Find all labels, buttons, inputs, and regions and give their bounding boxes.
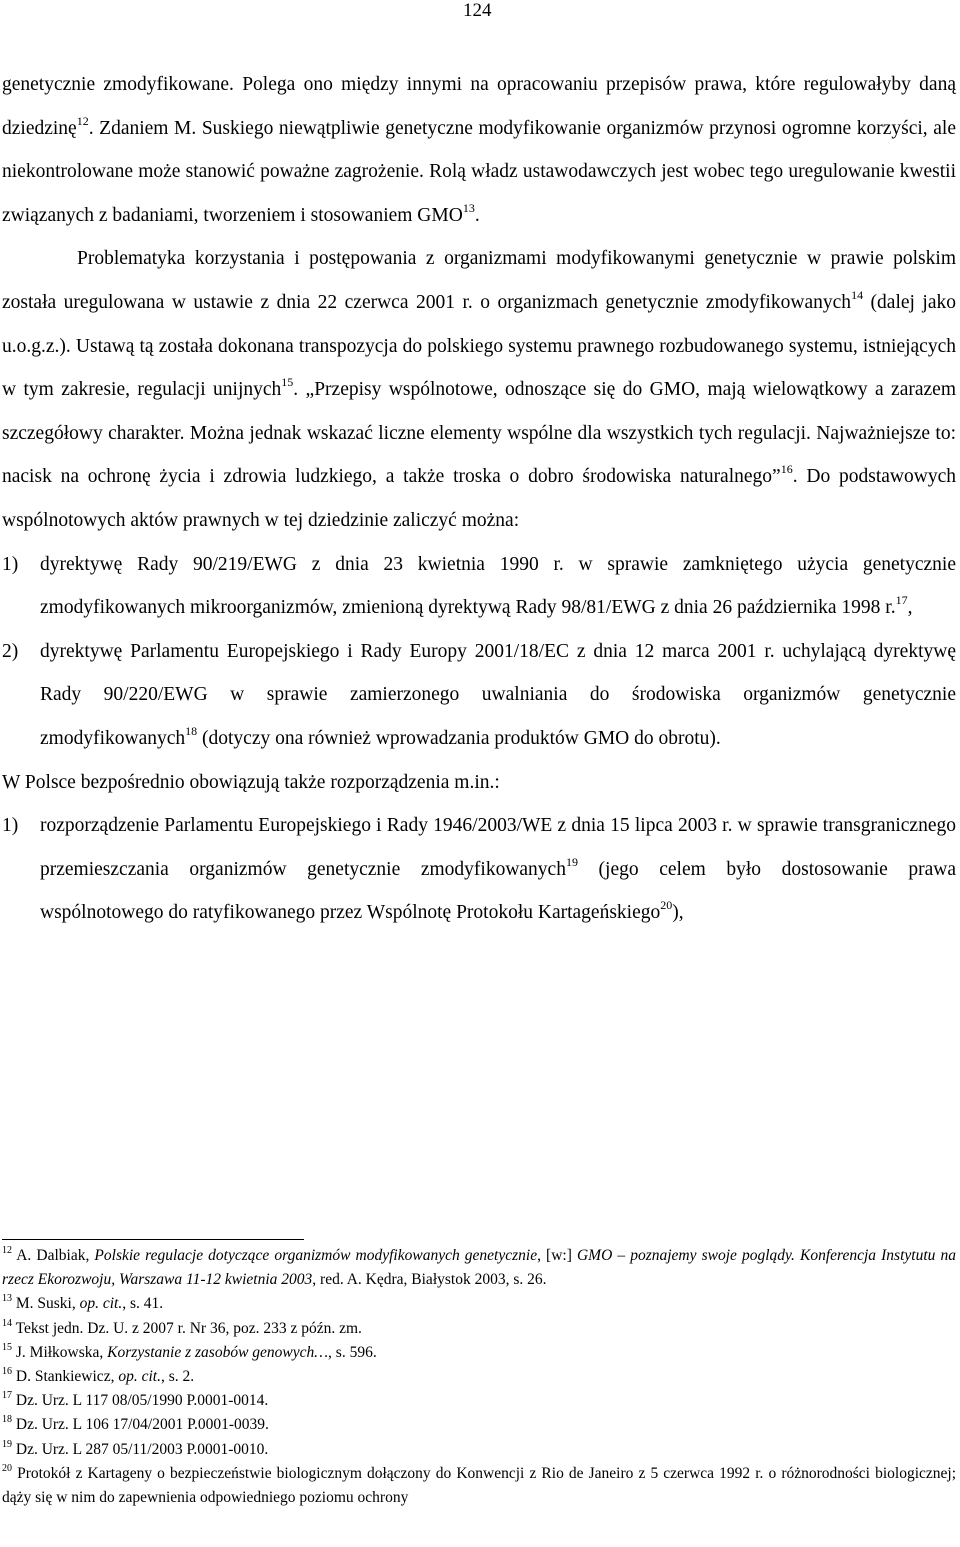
footnote-ref-15[interactable]: 15 [281, 375, 294, 390]
page-number: 124 [463, 0, 492, 21]
footnote-17: $^{17}$ Dz. Urz. L 117 08/05/1990 P.0001-0014. [2, 1390, 269, 1410]
footnote-ref-12[interactable]: 12 [76, 113, 89, 128]
footnote-18: $^{18}$ Dz. Urz. L 106 17/04/2001 P.0001-0039. [2, 1414, 269, 1434]
list-item: 2) dyrektywę Parlamentu Europejskiego i Rady Europy 2001/18/EC z dnia 12 marca 2001 r. uchylającą dyrektywę Rady 90/220/EWG w sprawie zamierzonego uwalniania do środowiska organizmów genetycznie zmodyfikowanych$^{18}$ (dotyczy ona również wprowadzania produktów GMO do obrotu). [2, 630, 956, 761]
list-number: 1) [2, 553, 19, 575]
footnote-divider [2, 1239, 304, 1240]
footnote-14: $^{14}$ Tekst jedn. Dz. U. z 2007 r. Nr 36, poz. 233 z późn. zm. [2, 1317, 362, 1337]
footnote-16: $^{16}$ D. Stankiewicz, op. cit., s. 2. [2, 1366, 195, 1386]
footnote-ref-14[interactable]: 14 [851, 287, 864, 302]
footnote-13: $^{13}$ M. Suski, op. cit., s. 41. [2, 1293, 164, 1313]
footnote-ref-13[interactable]: 13 [462, 200, 475, 215]
footnote-ref-20[interactable]: 20 [660, 898, 673, 913]
paragraph-3: W Polsce bezpośrednio obowiązują także rozporządzenia m.in.: [2, 771, 500, 793]
footnote-ref-19[interactable]: 19 [565, 854, 578, 869]
footnote-ref-17[interactable]: 17 [895, 593, 908, 608]
paragraph-1: genetycznie zmodyfikowane. Polega ono między innymi na opracowaniu przepisów prawa, które regulowałyby daną dziedzinę$^{12}$. Zdaniem M. Suskiego niewątpliwie genetyczne modyfikowanie organizmów przynosi ogromne korzyści, ale niekontrolowane może stanowić poważne zagrożenie. Rolą władz ustawodawczych jest wobec tego uregulowanie kwestii związanych z badaniami, tworzeniem i stosowaniem GMO$^{13}$. [2, 74, 956, 226]
footnotes [2, 1244, 956, 1510]
footnote-15: $^{15}$ J. Miłkowska, Korzystanie z zasobów genowych…, s. 596. [2, 1341, 377, 1361]
footnote-20: $^{20}$ Protokół z Kartageny o bezpieczeństwie biologicznym dołączony do Konwencji z Rio de Janeiro z 5 czerwca 1992 r. o różnorodności biologicznej; dąży się w nim do zapewnienia odpowiedniego poziomu ochrony [2, 1462, 956, 1507]
main-text [2, 63, 956, 935]
footnote-ref-18[interactable]: 18 [185, 723, 198, 738]
footnote-19: $^{19}$ Dz. Urz. L 287 05/11/2003 P.0001-0010. [2, 1438, 269, 1458]
footnote-12: $^{12}$ A. Dalbiak, Polskie regulacje dotyczące organizmów modyfikowanych genetycznie, [w:] GMO – poznajemy swoje poglądy. Konferencja Instytutu na rzecz Ekorozwoju, Warszawa 11-12 kwietnia 2003, red. A. Kędra, Białystok 2003, s. 26. [2, 1245, 956, 1289]
directives-list [2, 543, 956, 761]
paragraph-2: Problematyka korzystania i postępowania z organizmami modyfikowanymi genetycznie w prawie polskim została uregulowana w ustawie z dnia 22 czerwca 2001 r. o organizmach genetycznie zmodyfikowanych$^{14}$ (dalej jako u.o.g.z.). Ustawą tą została dokonana transpozycja do polskiego systemu prawnego rozbudowanego systemu, istniejących w tym zakresie, regulacji unijnych$^{15}$. „Przepisy wspólnotowe, odnoszące się do GMO, mają wielowątkowy a zarazem szczegółowy charakter. Można jednak wskazać liczne elementy wspólne dla wszystkich tych regulacji. Najważniejsze to: nacisk na ochronę życia i zdrowia ludzkiego, a także troska o dobro środowiska naturalnego”$^{16}$. Do podstawowych wspólnotowych aktów prawnych w tej dziedzinie zaliczyć można: [2, 248, 957, 531]
footnote-ref-16[interactable]: 16 [780, 462, 793, 477]
list-item: 1) dyrektywę Rady 90/219/EWG z dnia 23 kwietnia 1990 r. w sprawie zamkniętego użycia genetycznie zmodyfikowanych mikroorganizmów, zmienioną dyrektywą Rady 98/81/EWG z dnia 26 października 1998 r.$^{17}$, [2, 543, 956, 630]
list-item: 1) rozporządzenie Parlamentu Europejskiego i Rady 1946/2003/WE z dnia 15 lipca 2003 r. w sprawie transgranicznego przemieszczania organizmów genetycznie zmodyfikowanych$^{19}$ (jego celem było dostosowanie prawa wspólnotowego do ratyfikowanego przez Wspólnotę Protokołu Kartageńskiego$^{20}$), [2, 804, 956, 935]
list-number: 2) [2, 640, 19, 662]
regulations-list [2, 804, 956, 935]
list-number: 1) [2, 815, 19, 837]
